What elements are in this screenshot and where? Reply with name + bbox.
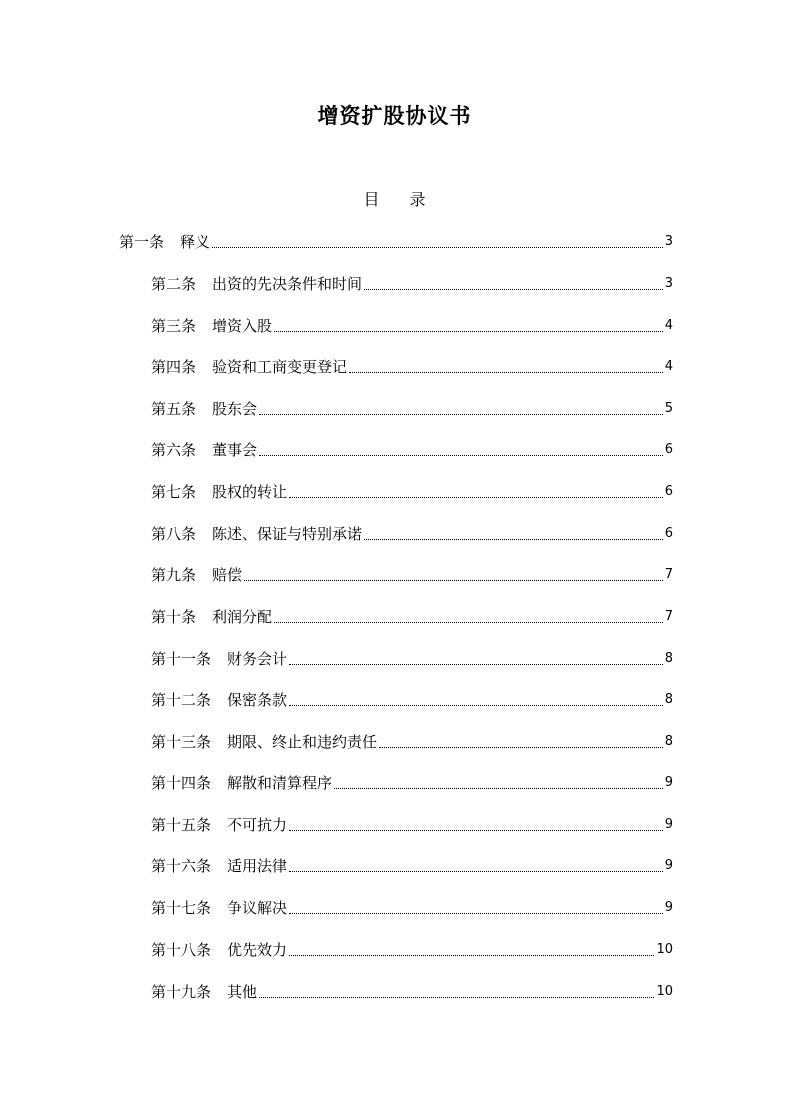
toc-entry-title: 增资入股 — [212, 317, 273, 335]
toc-entry-page: 8 — [664, 734, 673, 749]
toc-leader-dots — [289, 912, 663, 914]
toc-entry-2[interactable] — [151, 270, 673, 294]
toc-leader-dots — [289, 663, 663, 665]
toc-entry-title: 不可抗力 — [227, 816, 288, 834]
toc-entry-page: 6 — [664, 442, 673, 457]
toc-entry-4[interactable] — [151, 353, 673, 377]
toc-leader-dots — [289, 496, 663, 498]
toc-entry-page: 4 — [664, 318, 673, 333]
toc-leader-dots — [289, 870, 663, 872]
toc-entry-number: 第十六条 — [151, 857, 212, 875]
toc-entry-number: 第五条 — [151, 400, 197, 418]
toc-entry-page: 3 — [664, 276, 673, 291]
toc-entry-number: 第十五条 — [151, 816, 212, 834]
toc-leader-dots — [259, 413, 663, 415]
toc-entry-14[interactable] — [151, 769, 673, 793]
toc-entry-title: 优先效力 — [227, 941, 288, 959]
toc-leader-dots — [244, 579, 663, 581]
toc-entry-17[interactable] — [151, 894, 673, 918]
toc-entry-page: 6 — [664, 526, 673, 541]
toc-entry-page: 9 — [664, 775, 673, 790]
toc-entry-page: 10 — [656, 942, 673, 957]
toc-entry-number: 第一条 — [119, 233, 165, 251]
toc-entry-number: 第十二条 — [151, 691, 212, 709]
toc-entry-7[interactable] — [151, 478, 673, 502]
toc-entry-number: 第四条 — [151, 358, 197, 376]
toc-entry-page: 7 — [664, 609, 673, 624]
toc-entry-page: 8 — [664, 692, 673, 707]
toc-entry-6[interactable] — [151, 436, 673, 460]
toc-leader-dots — [259, 996, 654, 998]
toc-entry-title: 其他 — [227, 983, 258, 1001]
toc-entry-title: 陈述、保证与特别承诺 — [212, 525, 363, 543]
toc-entry-number: 第十三条 — [151, 733, 212, 751]
toc-leader-dots — [289, 954, 654, 956]
toc-entry-title: 利润分配 — [212, 608, 273, 626]
toc-leader-dots — [349, 371, 663, 373]
toc-entry-title: 期限、终止和违约责任 — [227, 733, 378, 751]
toc-leader-dots — [289, 704, 663, 706]
toc-leader-dots — [379, 746, 663, 748]
toc-leader-dots — [274, 621, 663, 623]
toc-leader-dots — [212, 246, 663, 248]
toc-entry-5[interactable] — [151, 395, 673, 419]
toc-entry-title: 解散和清算程序 — [227, 774, 333, 792]
toc-entry-title: 董事会 — [212, 441, 258, 459]
toc-entry-title: 财务会计 — [227, 650, 288, 668]
toc-entry-number: 第九条 — [151, 566, 197, 584]
toc-entry-title: 股权的转让 — [212, 483, 288, 501]
toc-entry-10[interactable] — [151, 603, 673, 627]
toc-entry-title: 股东会 — [212, 400, 258, 418]
toc-entry-11[interactable] — [151, 645, 673, 669]
toc-entry-19[interactable] — [151, 978, 673, 1002]
toc-entry-18[interactable] — [151, 936, 673, 960]
toc-entry-title: 适用法律 — [227, 857, 288, 875]
toc-entry-title: 验资和工商变更登记 — [212, 358, 348, 376]
toc-heading — [0, 188, 789, 212]
toc-entry-page: 5 — [664, 401, 673, 416]
toc-entry-13[interactable] — [151, 728, 673, 752]
toc-entry-1[interactable] — [119, 228, 673, 252]
toc-entry-number: 第八条 — [151, 525, 197, 543]
toc-entry-title: 争议解决 — [227, 899, 288, 917]
toc-leader-dots — [259, 454, 663, 456]
toc-leader-dots — [289, 829, 663, 831]
toc-heading-left: 目 — [363, 190, 380, 209]
toc-entry-8[interactable] — [151, 520, 673, 544]
toc-entry-page: 7 — [664, 567, 673, 582]
toc-entry-page: 6 — [664, 484, 673, 499]
document-title: 增资扩股协议书 — [317, 103, 472, 128]
toc-entry-title: 释义 — [180, 233, 211, 251]
toc-entry-page: 10 — [656, 984, 673, 999]
toc-entry-15[interactable] — [151, 811, 673, 835]
toc-entry-number: 第十七条 — [151, 899, 212, 917]
toc-entry-title: 出资的先决条件和时间 — [212, 275, 363, 293]
toc-entry-page: 9 — [664, 817, 673, 832]
toc-entry-number: 第七条 — [151, 483, 197, 501]
toc-leader-dots — [274, 330, 663, 332]
toc-entry-number: 第二条 — [151, 275, 197, 293]
toc-entry-number: 第六条 — [151, 441, 197, 459]
toc-entry-page: 4 — [664, 359, 673, 374]
toc-entry-number: 第十一条 — [151, 650, 212, 668]
toc-entry-number: 第十条 — [151, 608, 197, 626]
toc-leader-dots — [334, 787, 663, 789]
toc-leader-dots — [364, 288, 663, 290]
toc-leader-dots — [364, 538, 663, 540]
toc-entry-16[interactable] — [151, 852, 673, 876]
toc-entry-number: 第三条 — [151, 317, 197, 335]
toc-entry-number: 第十八条 — [151, 941, 212, 959]
toc-entry-title: 保密条款 — [227, 691, 288, 709]
toc-entry-3[interactable] — [151, 312, 673, 336]
toc-heading-right: 录 — [409, 190, 426, 209]
toc-entry-page: 9 — [664, 858, 673, 873]
toc-entry-number: 第十四条 — [151, 774, 212, 792]
toc-entry-12[interactable] — [151, 686, 673, 710]
toc-entry-page: 8 — [664, 651, 673, 666]
toc-entry-title: 赔偿 — [212, 566, 243, 584]
toc-entry-page: 9 — [664, 900, 673, 915]
toc-entry-number: 第十九条 — [151, 983, 212, 1001]
toc-entry-9[interactable] — [151, 561, 673, 585]
toc-entry-page: 3 — [664, 234, 673, 249]
